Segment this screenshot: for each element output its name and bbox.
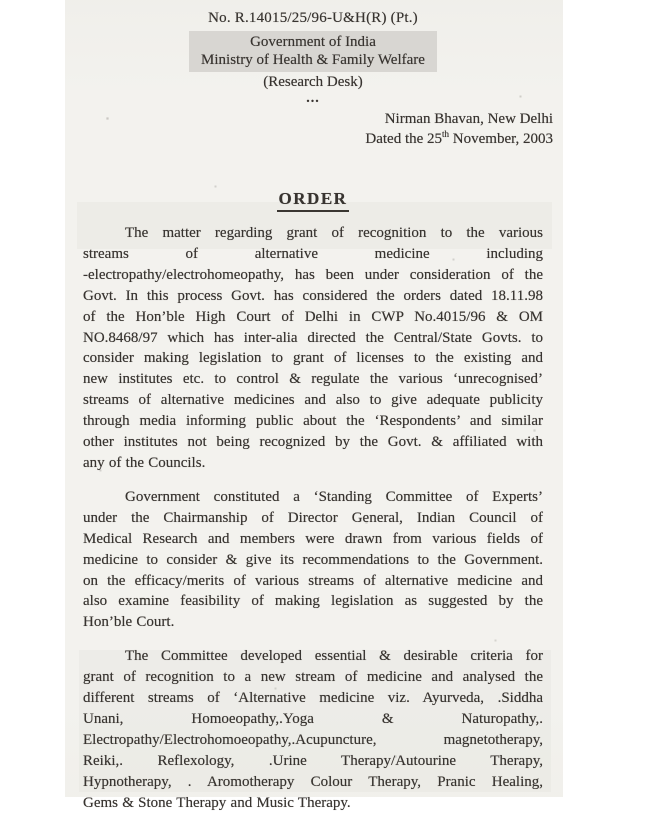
paragraph-line: Hon’ble Court.: [83, 614, 175, 631]
scanned-paper: [65, 0, 563, 811]
order-heading-row: [83, 189, 543, 212]
paragraph-line: Medical Research and members were drawn from various fields of: [83, 530, 543, 547]
paragraph-line: Reiki,. Reflexology, .Urine Therapy/Autourine Therapy,: [83, 752, 543, 769]
paragraph-line: medicine to consider & give its recommendations to the Government.: [83, 551, 543, 568]
paragraph-line: any of the Councils.: [83, 454, 206, 471]
place-line: Nirman Bhavan, New Delhi: [384, 111, 553, 127]
paragraph-line: Electropathy/Electrohomoeopathy,.Acupuncture, magnetotherapy,: [83, 731, 543, 748]
date-block: [83, 109, 553, 149]
paragraph-line: other institutes not being recognized by the Govt. & affiliated with: [83, 434, 543, 451]
org-header: [83, 31, 543, 72]
paragraph-line: Government constituted a ‘Standing Committee of Experts’: [125, 488, 543, 505]
paragraph: [83, 223, 543, 474]
paragraph-line: of the Hon’ble High Court of Delhi in CWP No.4015/96 & OM: [83, 308, 543, 325]
research-desk-line: (Research Desk): [263, 74, 363, 90]
paragraph-line: consider making legislation to grant of licenses to the existing and: [83, 350, 543, 367]
date-superscript: th: [442, 129, 450, 139]
paragraph-line: The matter regarding grant of recognition to the various: [125, 225, 543, 241]
paragraph-line: Unani, Homoeopathy,.Yoga & Naturopathy,.: [83, 710, 543, 727]
paragraph-line: The Committee developed essential & desirable criteria for: [125, 648, 543, 665]
paragraph: [83, 487, 543, 633]
org-highlight-box: [189, 31, 437, 72]
paragraph-line: on the efficacy/merits of various streams of alternative medicine and: [83, 572, 543, 589]
paragraph-line: through media informing public about the ‘Respondents’ and similar: [83, 413, 543, 430]
document-body: [83, 223, 543, 813]
org-line-ministry: Ministry of Health & Family Welfare: [201, 52, 425, 68]
paragraph-line: Govt. In this process Govt. has considered the orders dated 18.11.98: [83, 287, 543, 304]
paragraph-line: new institutes etc. to control & regulate the various ‘unrecognised’: [83, 371, 543, 388]
date-suffix: November, 2003: [449, 131, 553, 147]
paragraph-line: NO.8468/97 which has inter-alia directed the Central/State Govts. to: [83, 329, 543, 346]
paragraph-line: different streams of ‘Alternative medicine viz. Ayurveda, .Siddha: [83, 690, 543, 707]
date-prefix: Dated the 25: [365, 131, 443, 147]
paragraph: [83, 646, 543, 813]
paragraph-line: streams of alternative medicines and also to give adequate publicity: [83, 392, 543, 409]
reference-number: No. R.14015/25/96-U&H(R) (Pt.): [208, 10, 418, 26]
paragraph-line: streams of alternative medicine including: [83, 245, 543, 262]
date-line: [83, 129, 553, 149]
paragraph-line: Gems & Stone Therapy and Music Therapy.: [83, 794, 351, 811]
paragraph-line: grant of recognition to a new stream of medicine and analysed the: [83, 669, 543, 686]
paragraph-line: Hypnotherapy, . Aromotherapy Colour Therapy, Pranic Healing,: [83, 773, 543, 790]
separator-dots: ...: [306, 91, 320, 106]
paragraph-line: under the Chairmanship of Director General, Indian Council of: [83, 509, 543, 526]
paragraph-line: also examine feasibility of making legislation as suggested by the: [83, 593, 543, 610]
order-heading: ORDER: [277, 189, 350, 212]
paragraph-line: -electropathy/electrohomeopathy, has been under consideration of the: [83, 266, 543, 283]
document-content: [65, 0, 563, 813]
org-line-government: Government of India: [250, 34, 376, 50]
